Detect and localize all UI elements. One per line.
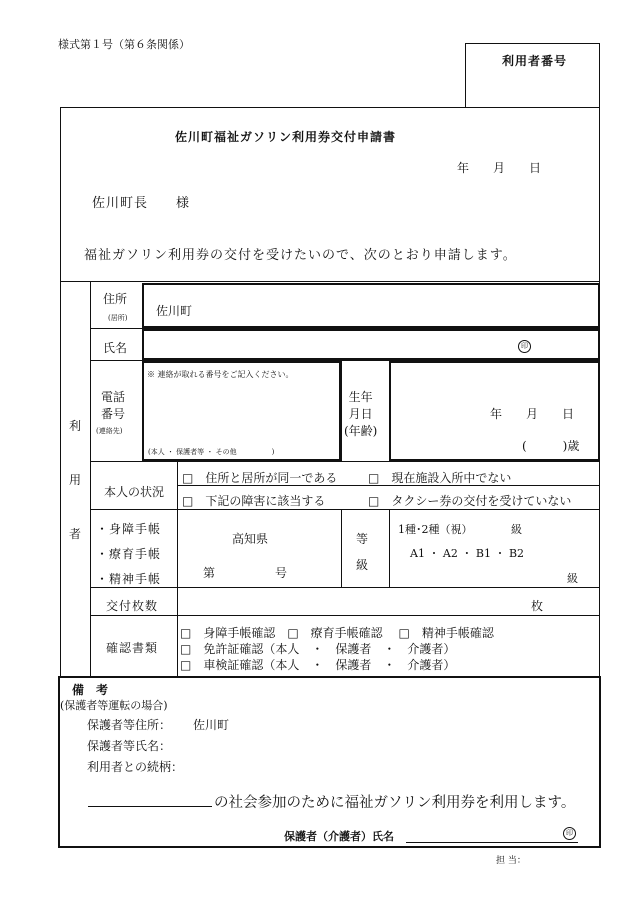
birth-label: 生年 月日 (年齢)	[344, 390, 378, 438]
age: ( )歳	[522, 439, 580, 453]
book-number: 第 号	[203, 566, 288, 580]
address-label: 住所	[103, 292, 128, 306]
prefecture: 高知県	[232, 532, 269, 546]
status-disability[interactable]: □ 下記の障害に該当する	[182, 494, 326, 508]
birth-field[interactable]	[389, 361, 600, 461]
book-type-physical: ・身障手帳	[96, 522, 162, 536]
book-type-rehab: ・療育手帳	[96, 547, 162, 561]
user-number-label: 利用者番号	[502, 54, 568, 68]
relation-label: 利用者との続柄：	[87, 760, 184, 774]
grade-level: 級	[567, 572, 578, 585]
birth-date: 年 月 日	[490, 407, 575, 421]
book-type-mental: ・精神手帳	[96, 572, 162, 586]
status-label: 本人の状況	[104, 485, 165, 499]
guardian-address-label: 保護者等住所：	[87, 718, 172, 732]
side-label-sha: 者	[69, 527, 82, 541]
side-label-you: 用	[69, 473, 82, 487]
phone-field[interactable]	[142, 361, 341, 461]
remarks-title: 備 考	[72, 683, 109, 697]
form-title: 佐川町福祉ガソリン利用券交付申請書	[175, 130, 397, 144]
phone-contact-who: (本人 ・ 保護者等 ・ その他 )	[148, 448, 275, 456]
name-field[interactable]	[142, 329, 600, 360]
remarks-subtitle: (保護者等運転の場合)	[60, 699, 168, 712]
confirm-vehicle[interactable]: □ 車検証確認（本人 ・ 保護者 ・ 介護者）	[180, 658, 456, 672]
confirm-docs-label: 確認書類	[106, 641, 159, 655]
address-sub-label: (居所)	[108, 314, 128, 322]
addressee: 佐川町長 様	[92, 196, 191, 211]
grade-label: 等 級	[356, 532, 369, 572]
guardian-name-label: 保護者等氏名：	[87, 739, 172, 753]
signature-line	[406, 842, 578, 843]
status-not-in-facility[interactable]: □ 現在施設入所中でない	[368, 471, 512, 485]
phone-label: 電話 番号	[101, 390, 126, 421]
application-date: 年 月 日	[457, 161, 542, 175]
application-statement: 福祉ガソリン利用券の交付を受けたいので、次のとおり申請します。	[84, 248, 517, 263]
confirm-license[interactable]: □ 免許証確認（本人 ・ 保護者 ・ 介護者）	[180, 642, 456, 656]
user-number-box	[465, 43, 600, 108]
user-name-blank-line	[88, 806, 212, 807]
signature-seal-icon: 印	[563, 827, 576, 840]
signature-label: 保護者（介護者）氏名	[284, 830, 394, 843]
status-no-taxi-ticket[interactable]: □ タクシー券の交付を受けていない	[368, 494, 572, 508]
issue-count-label: 交付枚数	[106, 599, 159, 613]
guardian-address-value: 佐川町	[193, 718, 230, 732]
status-same-address[interactable]: □ 住所と居所が同一である	[182, 471, 338, 485]
grade-type: 1種･2種（視） 級	[398, 523, 522, 536]
seal-mark-icon: 印	[518, 340, 531, 353]
confirm-books[interactable]: □ 身障手帳確認 □ 療育手帳確認 □ 精神手帳確認	[180, 626, 494, 640]
form-number: 様式第１号（第６条関係）	[58, 38, 190, 51]
purpose-statement: の社会参加のために福祉ガソリン利用券を利用します。	[214, 795, 576, 811]
phone-sub-label: (連絡先)	[96, 427, 123, 435]
staff-label: 担 当：	[496, 856, 526, 866]
grade-rehab-options: A1 ・ A2 ・ B1 ・ B2	[410, 547, 525, 560]
address-field[interactable]	[142, 283, 600, 328]
address-value: 佐川町	[156, 304, 193, 318]
issue-count-unit: 枚	[531, 599, 544, 613]
side-label-ri: 利	[69, 419, 82, 433]
name-label: 氏名	[103, 341, 128, 355]
phone-note: ※ 連絡が取れる番号をご記入ください。	[147, 370, 294, 379]
